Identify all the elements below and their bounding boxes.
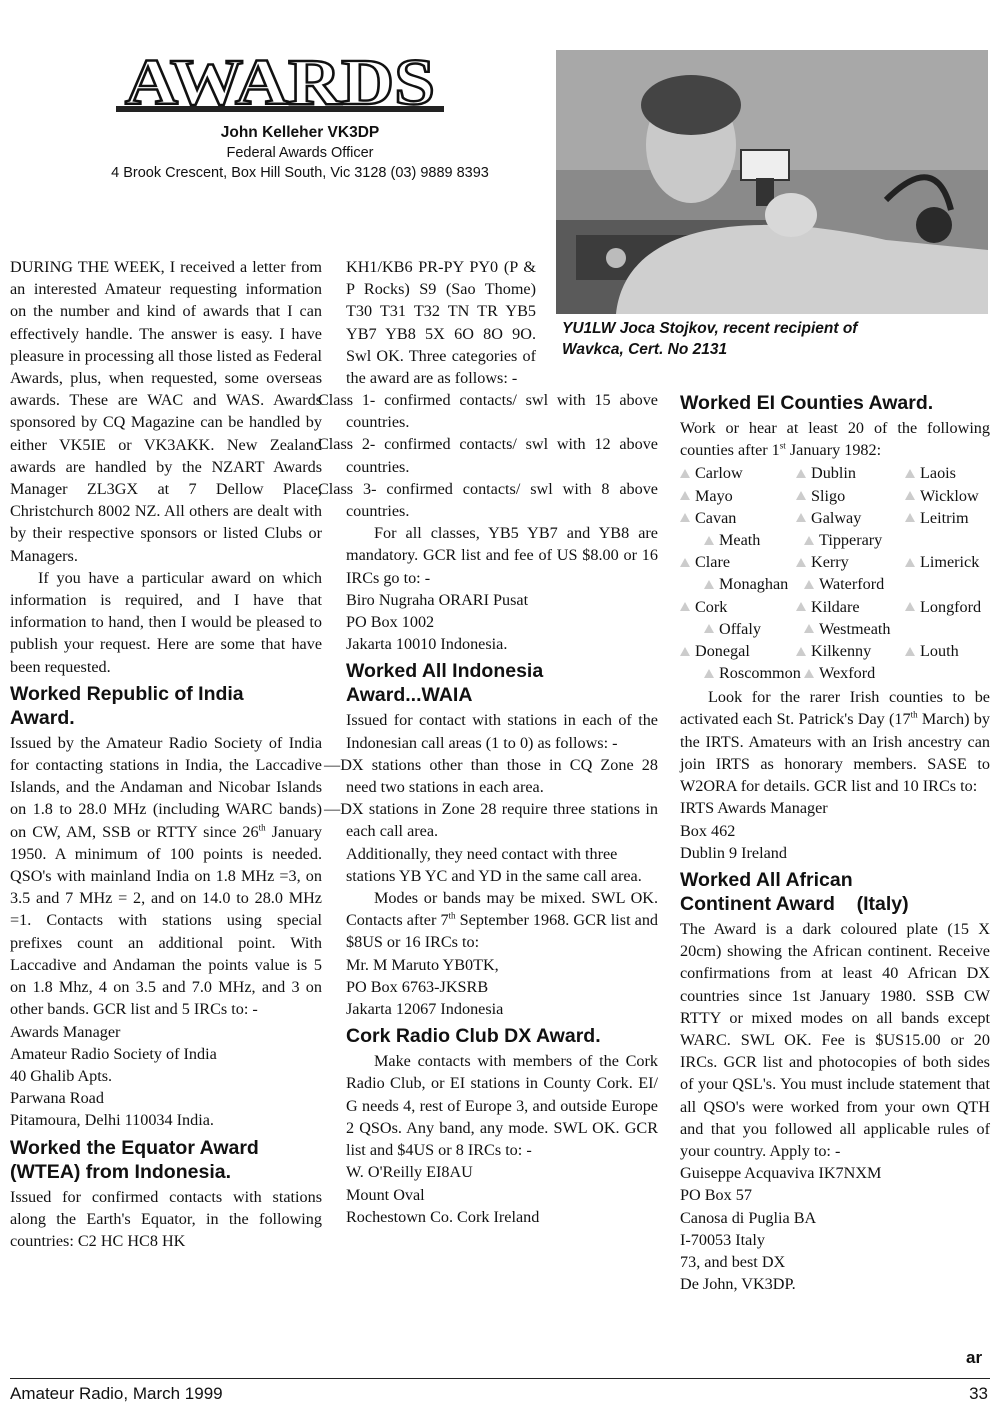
county-row [680,573,990,595]
ei-paragraph-2: Look for the rarer Irish counties to be activated each St. Patrick's Day (17th March) by the IRTS. Amateurs with an Irish ancestry can join IRTS as honorary members. SASE to W2ORA for details. GCR list and 10 IRCs to: [680,688,990,796]
county-row [680,551,990,573]
triangle-bullet-icon [804,580,814,589]
triangle-bullet-icon [704,669,714,678]
triangle-bullet-icon [905,513,915,522]
county-name: Offaly [719,619,761,638]
county-item [704,529,760,551]
equator-address-1: Biro Nugraha ORARI Pusat [346,590,529,609]
operator-photo [556,50,988,314]
triangle-bullet-icon [680,513,690,522]
cork-heading: Cork Radio Club DX Award. [346,1025,601,1048]
triangle-bullet-icon [680,469,690,478]
author-address: 4 Brook Crescent, Box Hill South, Vic 3128 (03) 9889 8393 [111,165,489,181]
intro-lead: DURING THE WEEK, [10,258,165,276]
african-signoff-2: De John, VK3DP. [680,1275,796,1294]
african-paragraph: The Award is a dark coloured plate (15 X 20cm) showing the African continent. Receive confirmations from at least 40 African DX countries since 1st January 1980. SSB CW RTTY or mixed modes on all bands except WARC. SWL OK. Fee is $US15.00 or 20 IRCs. GCR list and photocopies of both sides of your QSL's. You must include statement that all QSO's were worked from your own QTH and that you followed all applicable rules of your country. Apply to: - [680,919,990,1160]
equator-paragraph-2: For all classes, YB5 YB7 and YB8 are mandatory. GCR list and fee of US $8.00 or 16 IRCs go to: - [346,524,658,587]
african-address-3: Canosa di Puglia BA [680,1208,817,1227]
county-row [680,507,990,529]
county-row [680,485,990,507]
african-heading: Worked All African Continent Award (Italy) [680,868,909,915]
author-role: Federal Awards Officer [226,145,374,161]
equator-paragraph-cont: KH1/KB6 PR-PY PY0 (P & P Rocks) S9 (Sao Thome) T30 T31 T32 TN TR YB5 YB7 YB8 5X 6O 8O 9O. Swl OK. Three categories of the award are as follows: - [346,258,536,388]
triangle-bullet-icon [796,513,806,522]
county-name: Kildare [811,597,860,616]
awards-logo [112,40,448,120]
triangle-bullet-icon [680,647,690,656]
county-row [680,462,990,484]
african-address-1: Guiseppe Acquaviva IK7NXM [680,1164,882,1183]
caption-line-2: Wavkca, Cert. No 2131 [562,341,728,358]
county-list [680,462,990,684]
ei-address-1: IRTS Awards Manager [680,799,828,818]
column-2-top [346,256,536,389]
footer-rule [10,1378,990,1379]
waia-dash-2: —DX stations in Zone 28 require three stations in each call area. [324,800,658,841]
triangle-bullet-icon [796,469,806,478]
triangle-bullet-icon [804,669,814,678]
county-name: Monaghan [719,575,789,594]
page-number: 33 [969,1384,988,1403]
county-item [704,573,788,595]
county-item [804,573,884,595]
county-item [905,640,959,662]
county-item [804,662,875,684]
waia-heading: Worked All Indonesia Award...WAIA [346,660,544,707]
triangle-bullet-icon [680,558,690,567]
county-item [796,596,860,618]
county-name: Laois [920,464,956,483]
equator-heading: Worked the Equator Award (WTEA) from Indonesia. [10,1136,259,1183]
county-item [796,485,845,507]
county-item [704,618,761,640]
county-item [905,485,979,507]
county-name: Mayo [695,486,733,505]
triangle-bullet-icon [796,558,806,567]
county-item [905,551,979,573]
waia-dash-1: —DX stations other than those in CQ Zone 28 need two stations in each area. [324,755,658,797]
intro-paragraph-2: If you have a particular award on which information is required, and I have that information to hand, then I would be pleased to publish your request. Here are some that have been requested. [10,568,322,676]
county-name: Westmeath [819,619,891,638]
county-name: Sligo [811,486,846,505]
triangle-bullet-icon [905,558,915,567]
triangle-bullet-icon [796,647,806,656]
india-address-2: Amateur Radio Society of India [10,1044,217,1063]
african-address-2: PO Box 57 [680,1186,752,1205]
cork-address-1: W. O'Reilly EI8AU [346,1163,473,1182]
india-address-3: 40 Ghalib Apts. [10,1066,113,1085]
county-item [680,485,733,507]
county-row [680,640,990,662]
county-name: Longford [920,597,982,616]
intro-paragraph-1 [10,256,322,567]
triangle-bullet-icon [905,602,915,611]
county-item [905,462,956,484]
county-item [680,596,727,618]
ei-address-2: Box 462 [680,821,736,840]
waia-paragraph-2: Additionally, they need contact with three stations YB YC and YD in the same call area. [346,844,642,885]
awards-title: AWARDS [125,46,435,119]
african-signoff-1: 73, and best DX [680,1252,786,1271]
equator-class-1: Class 1- confirmed contacts/ swl with 15 above countries. [318,391,658,432]
cork-address-3: Rochestown Co. Cork Ireland [346,1207,540,1226]
triangle-bullet-icon [680,602,690,611]
waia-address-1: Mr. M Maruto YB0TK, [346,955,499,974]
triangle-bullet-icon [680,491,690,500]
triangle-bullet-icon [804,624,814,633]
county-item [796,462,856,484]
india-address-5: Pitamoura, Delhi 110034 India. [10,1111,214,1130]
county-row [680,529,990,551]
county-name: Waterford [819,575,885,594]
county-name: Roscommon [719,664,801,683]
county-item [804,618,891,640]
equator-class-2: Class 2- confirmed contacts/ swl with 12 above countries. [318,435,658,476]
county-name: Carlow [695,464,743,483]
african-address-4: I-70053 Italy [680,1230,765,1249]
cork-paragraph: Make contacts with members of the Cork Radio Club, or EI stations in County Cork. EI/ G needs 4, rest of Europe 3, and outside Europe 2 QSOs. Any band, any mode. SWL OK. GCR list and $4US or 8 IRCs to: - [346,1052,658,1160]
county-item [796,551,849,573]
column-3 [680,387,990,1295]
india-paragraph: Issued by the Amateur Radio Society of India for contacting stations in India, the Laccadive Islands, and the Andaman and Nicobar Islands on 1.8 to 28.0 MHz (including WARC bands) on CW, AM, SSB or RTTY since 26th January 1950. A minimum of 100 points is needed. QSO's with mainland India on 1.8 MHz =3, on 3.5 and 7 MHz = 2, and on 14.0 to 28.0 MHz =1. Contacts with stations using special prefixes count an additional point. With Laccadive and Andaman the points value is 5 on 1.8 Mhz, 4 on 3.5 and 7.0 MHz, and 3 on other bands. GCR list and 5 IRCs to: - [10,733,323,1019]
county-item [680,507,736,529]
ei-paragraph: Work or hear at least 20 of the following counties after 1st January 1982: [680,419,990,460]
equator-address-2: PO Box 1002 [346,613,435,632]
county-item [804,529,882,551]
waia-paragraph: Issued for contact with stations in each of the Indonesian call areas (1 to 0) as follows: - [346,711,658,752]
county-name: Donegal [695,641,750,660]
triangle-bullet-icon [704,580,714,589]
county-name: Dublin [811,464,856,483]
triangle-bullet-icon [796,491,806,500]
county-name: Clare [695,553,731,572]
county-item [796,640,871,662]
india-address-4: Parwana Road [10,1089,104,1108]
triangle-bullet-icon [905,469,915,478]
county-row [680,662,990,684]
county-name: Wicklow [920,486,979,505]
ei-address-3: Dublin 9 Ireland [680,843,787,862]
county-name: Cork [695,597,728,616]
triangle-bullet-icon [905,491,915,500]
triangle-bullet-icon [704,536,714,545]
india-heading: Worked Republic of India Award. [10,682,244,729]
equator-address-3: Jakarta 10010 Indonesia. [346,635,508,654]
county-row [680,596,990,618]
county-item [905,596,981,618]
county-item [680,551,730,573]
waia-paragraph-3: Modes or bands may be mixed. SWL OK. Contacts after 7th September 1968. GCR list and $8US or 16 IRCs to: [346,889,659,952]
intro-text: I received a letter from an interested Amateur requesting information on the number and kind of awards that I can effectively handle. The answer is easy. I have pleasure in processing all those listed as Federal Awards, plus, when requested, some overseas awards. These are WAC and WAS. Awards sponsored by CQ Magazine can be handled by either VK5IE or VK3AKK. New Zealand awards are handled by the NZART Awards Manager ZL3GX at 7 Dellow Place, Christchurch 8002 NZ. All others are dealt with by their respective sponsors or listed Clubs or Managers. [10,258,323,565]
county-name: Kerry [811,553,849,572]
county-name: Cavan [695,508,737,527]
county-item [680,640,750,662]
cork-address-2: Mount Oval [346,1185,425,1204]
county-name: Leitrim [920,508,969,527]
county-name: Galway [811,508,862,527]
publication-name: Amateur Radio, March 1999 [10,1384,223,1403]
column-2 [318,389,659,1228]
india-address-1: Awards Manager [10,1022,121,1041]
county-row [680,618,990,640]
county-name: Wexford [819,664,876,683]
caption-line-1: YU1LW Joca Stojkov, recent recipient of [562,320,858,337]
triangle-bullet-icon [796,602,806,611]
county-name: Kilkenny [811,641,872,660]
equator-paragraph: Issued for confirmed contacts with stations along the Earth's Equator, in the following countries: C2 HC HC8 HK [10,1187,322,1250]
author-name: John Kelleher VK3DP [220,124,380,141]
county-name: Louth [920,641,959,660]
photo-caption [562,318,982,360]
county-item [680,462,743,484]
triangle-bullet-icon [704,624,714,633]
column-1 [10,256,322,1252]
triangle-bullet-icon [905,647,915,656]
waia-address-3: Jakarta 12067 Indonesia [346,1000,504,1019]
end-mark: ar [966,1348,983,1367]
county-name: Tipperary [819,530,883,549]
triangle-bullet-icon [804,536,814,545]
ei-heading: Worked EI Counties Award. [680,392,934,414]
county-name: Meath [719,530,761,549]
equator-class-3: Class 3- confirmed contacts/ swl with 8 above countries. [318,479,658,521]
county-item [796,507,861,529]
waia-address-2: PO Box 6763-JKSRB [346,977,489,996]
county-name: Limerick [920,553,980,572]
county-item [905,507,969,529]
county-item [704,662,801,684]
